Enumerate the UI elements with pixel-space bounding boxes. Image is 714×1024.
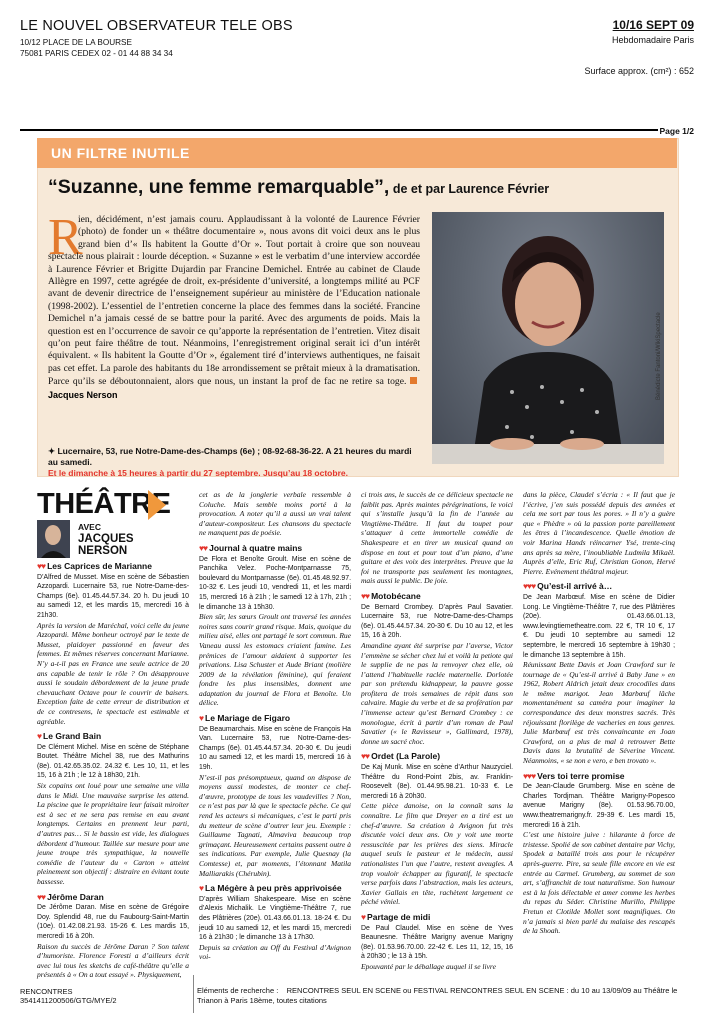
listing-review: N’est-il pas présomptueux, quand on dispose de moyens aussi modestes, de monter ce chef-d’œuvre, prototype de tous les vaudevilles ? Non, ce n’est pas par là que le spectacle pèche. Ce qui rend les acteurs si mécaniques, c’est le parti pris du metteur de scène d’outrer leur jeu. Exemple : Guillaume Tagnati, Almaviva beaucoup trop grimaçant. Heureusement certains passent outre à ses indications. Par exemple, Julie Quesnay (la Comtesse) et, par moments, l’étonnant Matila Malliarakis (Chérubin).	[199, 772, 351, 878]
article-signature: Jacques Nerson	[48, 376, 420, 399]
signature-square-icon	[410, 377, 417, 384]
venue-line-1: Lucernaire, 53, rue Notre-Dame-des-Champs (6e) ; 08-92-68-36-22. A 21 heures du mardi au samedi.	[48, 446, 412, 467]
rating-hearts-icon: ♥	[361, 911, 366, 922]
listing-title	[361, 592, 513, 602]
listing-item	[199, 490, 351, 538]
listing-title	[523, 772, 675, 782]
author-illustration	[37, 520, 70, 558]
listing-title	[37, 893, 189, 903]
surface-area: Surface approx. (cm²) : 652	[584, 66, 694, 76]
publication-title: LE NOUVEL OBSERVATEUR TELE OBS	[20, 18, 293, 34]
headline-byline: de et par Laurence Février	[389, 182, 550, 196]
listing-review: ci trois ans, le succès de ce délicieux spectacle ne faiblit pas. Après maintes pérégrinations, le voici qui s’installe jusqu’à la fin de l’année au Vingtième-Théâtre. Il faut du toupet pour s’attaquer à cette immortelle comédie de Shakespeare et en tirer un musical quand on dispose en tout et pour tout d’un piano, d’une guitare et des voix des interprètes. Preuve que la foi ne transporte pas seulement les montagnes, mais aussi le public. De joie.	[361, 490, 513, 586]
search-criteria: RENCONTRES SEUL EN SCENE ou FESTIVAL RENCONTRES SEUL EN SCENE : du 10 au 13/09/09 au Théâtre le Trianon à Paris 18ème, toutes citations	[197, 986, 678, 1005]
listing-review: Depuis sa création au Off du Festival d’Avignon voi-	[199, 942, 351, 962]
venue-pin-icon: ✦	[48, 446, 58, 456]
article-kicker	[37, 138, 677, 168]
listing-item	[361, 913, 513, 972]
rating-hearts-icon: ♥♥	[199, 542, 208, 553]
listing-meta: D’Alfred de Musset. Mise en scène de Sébastien Azzopardi. Lucernaire 53, rue Notre-Dame-des-Champs (6e). 01.45.44.57.34. 20 h. Du jeudi 10 au samedi 12, et les mardis 15, mercredi 16 à 21h30.	[37, 573, 189, 619]
author-photo	[37, 520, 70, 558]
search-label: Eléments de recherche :	[197, 986, 279, 995]
rating-hearts-icon: ♥	[199, 713, 204, 724]
listing-column-2	[199, 490, 351, 962]
venue-line-2: Et le dimanche à 15 heures à partir du 27 septembre. Jusqu’au 18 octobre.	[48, 468, 348, 478]
author-first-name: JACQUES	[78, 533, 134, 545]
article-body-text: ien, décidément, n’est jamais couru. Applaudissant à la volonté de Laurence Février (photo) de fonder un « théâtre documentaire », nous avons dit voici deux ans le plus grand bien d’« Ils habitent la Goutte d’Or ». Tout portait à croire que son nouveau spectacle nous plairait : lourde déception. « Suzanne » est le verbatim d’une interview accordée à Laurence Février et Brigitte Dujardin par Francine Demichel. Entrée au cabinet de Claude Allègre en 1997, cette agrégée de droit, ex-présidente d’université, a longtemps milité au PCF avant de devenir directrice de l’enseignement supérieur au ministère de l’Education nationale (1998-2002). L’essentiel de l’entretien concerne la place des femmes dans la société. Francine Demichel n’a jamais cessé de se battre pour la parité. Avec des arguments de poids. Mais la question est en l’occurrence de savoir ce qu’apporte la représentation de l’entretien. Vitez disait qu’on peut faire théâtre de tout. Néanmoins, l’enregistrement original serait ici d’un intérêt équivalent. « Ils habitent la Goutte d’Or », également tiré d’interviews authentiques, ne faisait pas cet effet. La parole des habitants du 18e arrondissement se prêtait mieux à la dramatisation. Parce qu’ils se déboutonnaient, alors que nous, un instant la prof de fac ne retire sa toge.	[48, 214, 420, 388]
footer-divider	[193, 975, 194, 1013]
listing-item	[199, 884, 351, 962]
portrait-photo	[432, 212, 664, 464]
author-prefix: AVEC	[78, 522, 101, 532]
listing-title-text: Journal à quatre mains	[209, 542, 303, 553]
listing-meta: De Paul Claudel. Mise en scène de Yves Beaunesne. Théâtre Marigny avenue Marigny (8e). 01.53.96.70.00. 22-42 €. Les 11, 12, 15, 16 à 20h30 ; le 13 à 15h.	[361, 924, 513, 961]
listing-item	[523, 582, 675, 765]
listing-title	[523, 582, 675, 592]
listing-title-text: Motobécane	[371, 590, 421, 601]
listing-column-1	[37, 556, 189, 980]
photo-credit: Bénédicte Fantoni/WikiSpectacle	[656, 312, 662, 400]
listing-title	[199, 714, 351, 724]
rating-hearts-icon: ♥♥	[37, 891, 46, 902]
listing-item	[37, 562, 189, 726]
listing-item	[199, 714, 351, 878]
listing-meta: D’après William Shakespeare. Mise en scène d’Alexis Michalik. Le Vingtième-Théâtre 7, rue des Plâtrières (20e). 01.43.66.01.13. 18-24 €. Du jeudi 10 au samedi 12, et les mardi 15, mercredi 16 à 21h30 ; le dimanche 13 à 17h30.	[199, 895, 351, 942]
listing-meta: De Jean Marbœuf. Mise en scène de Didier Long. Le Vingtième-Théâtre 7, rue des Plâtrières (20e). 01.43.66.01.13, www.levingtiemetheatre.com. 22 €, TR 10 €, 17 €. Du jeudi 10 septembre au samedi 12 septembre, le mercredi 16 septembre à 19h30 ; le dimanche 13 septembre à 15h.	[523, 593, 675, 659]
listing-review: Après la version de Maréchal, voici celle du jeune Azzopardi. Même bonheur octroyé par le texte de Musset, plaidoyer passionné en faveur des femmes. Et mêmes réserves concernant Marianne. N’y a-t-il pas en France une seule actrice de 20 ans capable de tenir le rôle ? On désapprouve aussi le soudain débordement de la jeune prude chevauchant Octave pour le couvrir de baisers. Exception faite de cette erreur de distribution et de ce contresens, le spectacle est estimable et agréable.	[37, 620, 189, 726]
author-name	[78, 533, 134, 557]
listing-review: Bien sûr, les sœurs Groult ont traversé les années noires sans courir grand risque. Mais, quoique du milieu aisé, elles ont partagé le sort commun. Rue Vaneau aussi les estomacs criaient famine. Les prémices de l’amour aidaient à supporter les privations. Lisa Schuster et Aude Briant (molière 2009 de la révélation féminine), qui feraient fondre les plus insensibles, donnent une adaptation du journal de Flora et Benoîte. Un délice.	[199, 612, 351, 708]
listing-column-3	[361, 490, 513, 972]
footer-client: RENCONTRES	[20, 987, 73, 996]
listing-item	[37, 893, 189, 980]
portrait-illustration	[432, 212, 664, 464]
listing-review: dans la pièce, Claudel s’écria : « Il faut que je l’écrive, j’en suis possédé depuis des années et cela me sort par tous les pores. » Il n’y a guère que « Phèdre » où la passion porte pareillement les êtres à l’incandescence. Quelle émotion de voir Marina Hands réincarner Ysé, trente-cinq ans après sa mère, l’inoubliable Ludmila Mikaël. Auprès d’elle, Eric Ruf, Christian Gonon, Hervé Pierre. Evénement théâtral majeur.	[523, 490, 675, 576]
publication-frequency: Hebdomadaire Paris	[611, 35, 694, 45]
address-line-1: 10/12 PLACE DE LA BOURSE	[20, 38, 132, 47]
listing-review: Six copains ont loué pour une semaine une villa dans le Midi. Une mauvaise surprise les attend. La piscine que le propriétaire leur faisait miroiter est à sec et ne sera pas remise en eau avant longtemps. Certains en prennent leur parti, d’autres pas… Si le bassin est vide, les dialogues débordent d’humour. Taillée sur mesure pour une jeune troupe très sympathique, la nouvelle comédie de l’auteur du « Carton » atteint pleinement son objectif : distraire en évitant toute bassesse.	[37, 781, 189, 886]
listing-title-text: Le Grand Bain	[43, 731, 102, 742]
listing-review: cet as de la jonglerie verbale ressemble à Coluche. Mais semble moins porté à la provocation. A noter qu’il a aussi un vrai talent d’auteur-compositeur. Les chansons du spectacle ne manquent pas de poésie.	[199, 490, 351, 538]
listing-title-text: Vers toi terre promise	[537, 770, 625, 781]
rating-hearts-icon: ♥♥	[361, 751, 370, 762]
listing-title-text: Partage de midi	[367, 911, 431, 922]
header-divider	[20, 129, 658, 131]
drop-cap: R	[48, 209, 83, 266]
listing-review: Amandine ayant été surprise par l’averse, Victor l’emmène se sécher chez lui et voilà la petiote qui le supplie de ne pas la renvoyer chez elle, où l’attend l’habituelle raclée maternelle. Dorlotée par son prétendu kidnappeur, la pauvre gosse profitera de trois semaines de répit dans son calvaire. Magie du verbe et de sa profération par l’immense acteur qu’est Bernard Crombey : ce monologue, écrit à partir d’un roman de Paul Savatier (« le Ravisseur », Gallimard, 1978), donne un sacré choc.	[361, 640, 513, 746]
address-line-2: 75081 PARIS CEDEX 02 - 01 44 88 34 34	[20, 48, 173, 58]
rating-hearts-icon: ♥♥♥	[523, 770, 536, 781]
listing-review: Epouvanté par le déballage auquel il se livre	[361, 961, 496, 971]
listing-column-4	[523, 490, 675, 936]
section-arrow-icon	[148, 490, 166, 520]
listing-item	[199, 544, 351, 708]
listing-title	[37, 732, 189, 742]
article-headline	[48, 176, 549, 199]
listing-item	[37, 732, 189, 887]
listing-title-text: Ordet (La Parole)	[371, 751, 441, 762]
listing-review: Cette pièce danoise, on la connaît sans la connaître. Le film que Dreyer en a tiré est un chef-d’œuvre. Sa création à Avignon fut très discutée voici deux ans. On y voit une morte ressuscitée par les prières des siens. Miracle auquel seuls le pasteur et le médecin, aussi rationalistes l’un que l’autre, restent aveugles. A trop vouloir échapper au figuratif, le spectacle verse parfois dans l’abstraction, mais les acteurs, Xavier Gallais en tête, rachètent largement ce péché véniel.	[361, 801, 513, 907]
rating-hearts-icon: ♥♥♥	[523, 581, 536, 592]
listing-title-text: Jérôme Daran	[47, 891, 104, 902]
listing-item	[523, 772, 675, 936]
listing-item	[361, 592, 513, 747]
listing-meta: De Beaumarchais. Mise en scène de François Ha Van. Lucernaire 53, rue Notre-Dame-des-Champs (6e). 01.45.44.57.34. 20-30 €. Du jeudi 10 au samedi 12, et les mardi 15, mercredi 16 à 19h.	[199, 725, 351, 772]
listing-title-text: Les Caprices de Marianne	[47, 561, 152, 571]
listing-item	[361, 752, 513, 907]
author-last-name: NERSON	[78, 545, 128, 557]
listing-item	[361, 490, 513, 586]
listing-review: Raison du succès de Jérôme Daran ? Son talent d’humoriste. Florence Foresti a d’ailleurs écrit avec lui tous les sketchs de café-théâtre qu’elle a présentés à « On a tout essayé ». Physiquement,	[37, 941, 189, 980]
listing-title	[199, 544, 351, 554]
listing-meta: De Flora et Benoîte Groult. Mise en scène de Panchika Velez. Poche-Montparnasse 75, boulevard du Montparnasse (6e). 01.45.48.92.97. 10-32 €. Les jeudi 10, vendredi 11, et les mardi 15, mercredi 16 à 21h ; le samedi 12 à 17h, 21h ; le dimanche 13 à 15h30.	[199, 555, 351, 611]
listing-review: C’est une histoire juive : hilarante à force de tristesse. Spolié de son cabinet dentaire par Vichy, Spodek a bataillé trois ans pour le récupérer après-guerre. Pire, sa seule fille encore en vie est entrée au Carmel. Grumberg, au sommet de son art, s’affranchit de tout naturalisme. Son humour est à la fois délectable et amer comme les herbes du repas du Séder. Christine Murillo, Philippe Fretun et Clotilde Mollet sont magnifiques. On n’a jamais si bien parlé du malaise des rescapés de la Shoah.	[523, 830, 675, 936]
listing-title	[361, 752, 513, 762]
footer-search	[197, 986, 697, 1005]
page-number: Page 1/2	[659, 126, 694, 136]
article-body	[48, 209, 420, 402]
listing-meta: De Jérôme Daran. Mise en scène de Grégoire Doy. Splendid 48, rue du Faubourg-Saint-Martin (10e). 01.42.08.21.93. 15-26 €. Les mardis 15, mercredi 16 à 20h.	[37, 904, 189, 940]
listing-title-text: La Mégère à peu près apprivoisée	[205, 883, 342, 894]
listing-meta: De Kaj Munk. Mise en scène d’Arthur Nauzyciel. Théâtre du Rond-Point 2bis, av. Franklin-Roosevelt (8e). 01.44.95.98.21. 10-33 €. Le mercredi 16 à 20h30.	[361, 764, 513, 800]
venue-info	[48, 446, 420, 479]
issue-date: 10/16 SEPT 09	[612, 18, 694, 32]
listing-title	[361, 913, 513, 923]
listing-review: Réunissant Bette Davis et Joan Crawford sur le tournage de « Qu’est-il arrivé à Baby Jane » en 1962, Robert Aldrich jetait deux crocodiles dans le même marigot. Jean Marbœuf lâche momentanément sa caméra pour imaginer la correspondance des deux monstres sacrés. Très réjouissant florilège de vacheries en tous genres. Julie Marbœuf est très convaincante en Joan Crawford, on a plus de mal à retrouver Bette Davis dans la brutalité de Séverine Vincent. Néanmoins, « se non e vero, e ben trovato ».	[523, 660, 675, 766]
headline-title: “Suzanne, une femme remarquable”,	[48, 176, 390, 198]
footer-reference	[20, 987, 117, 1005]
listing-meta: De Jean-Claude Grumberg. Mise en scène de Charles Tordjman. Théâtre Marigny-Popesco avenue Marigny (8e). 01.53.96.70.00, www.theatremarigny.fr. 29-39 €. Les mardi 15, mercredi 16 à 21h.	[523, 783, 675, 829]
listing-title-text: Qu’est-il arrivé à…	[537, 581, 613, 592]
footer-code: 3541411200506/GTG/MYE/2	[20, 996, 117, 1005]
listing-meta: De Clément Michel. Mise en scène de Stéphane Boutet. Théâtre Michel 38, rue des Mathurins (8e). 01.42.65.35.02. 24.32 €. Les 10, 11, et les 15, 16 à 21h ; le 12 à 18h30, 21h.	[37, 743, 189, 780]
listing-item	[523, 490, 675, 576]
listing-title-text: Le Mariage de Figaro	[205, 713, 291, 724]
rating-hearts-icon: ♥	[199, 883, 204, 894]
rating-hearts-icon: ♥♥	[361, 590, 370, 601]
publication-address	[20, 38, 173, 59]
rating-hearts-icon: ♥♥	[37, 561, 46, 571]
listing-title	[199, 884, 351, 894]
listing-meta: De Bernard Crombey. D’après Paul Savatier. Lucernaire 53, rue Notre-Dame-des-Champs (6e). 01.45.44.57.34. 20-30 €. Du 10 au 12, et les 15, 16 à 20h.	[361, 603, 513, 640]
kicker-text: UN FILTRE INUTILE	[51, 145, 190, 161]
listing-title	[37, 562, 189, 572]
rating-hearts-icon: ♥	[37, 731, 42, 742]
section-title: THÉÂTRE	[37, 488, 171, 520]
